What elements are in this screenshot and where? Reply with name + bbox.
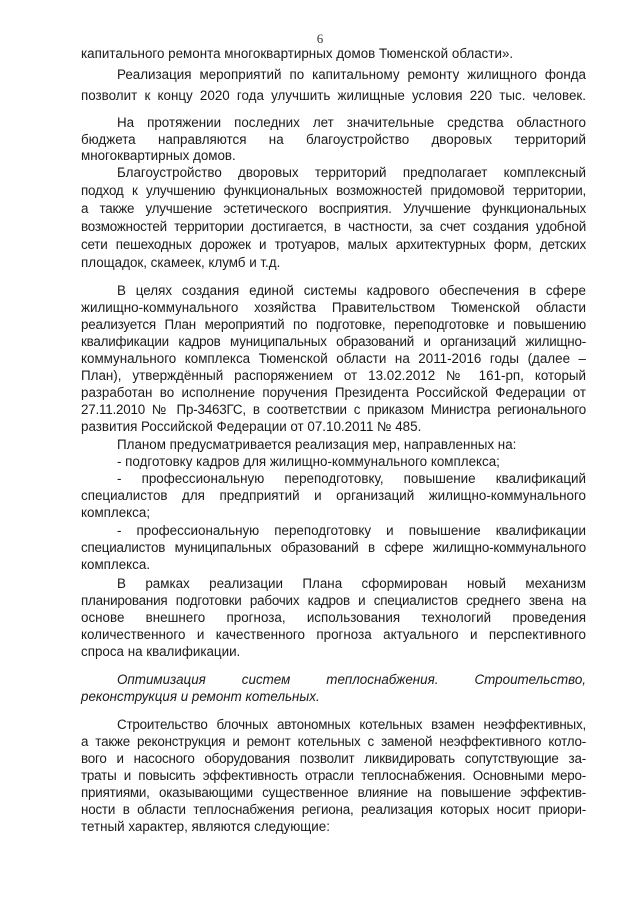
text-line: подход к улучшению функциональных возможностей придомовой территории,	[81, 183, 586, 198]
text-line: комплекса;	[81, 505, 151, 520]
text-line: комплекса.	[81, 557, 151, 572]
text-line: траты и повысить эффективность отрасли теплоснабжения. Основными меро-	[81, 768, 586, 783]
text-line: многоквартирных домов.	[81, 148, 236, 163]
text-line: а также улучшение эстетического восприятия. Улучшение функциональных	[81, 201, 586, 216]
page-number: 6	[316, 31, 324, 46]
text-line: основе внешнего прогноза, использования технологий проведения	[81, 610, 586, 625]
text-line: капитального ремонта многоквартирных домов Тюменской области».	[81, 46, 514, 61]
text-line: Благоустройство дворовых территорий предполагает комплексный	[117, 165, 586, 180]
text-line: 27.11.2010 № Пр-3463ГС, в соответствии с приказом Министра регионального	[81, 402, 586, 417]
text-line: жилищно-коммунального хозяйства Правительством Тюменской области	[81, 300, 586, 315]
text-line: количественного и качественного прогноза актуального и перспективного	[81, 627, 586, 642]
text-line: В рамках реализации Плана сформирован новый механизм	[117, 576, 586, 591]
text-line: планирования подготовки рабочих кадров и специалистов среднего звена на	[81, 593, 586, 608]
text-line: специалистов для предприятий и организаций жилищно-коммунального	[81, 488, 586, 503]
text-line: разработан во исполнение поручения Президента Российской Федерации от	[81, 385, 586, 400]
section-heading: Оптимизация систем теплоснабжения. Строительство,	[117, 672, 586, 687]
text-line: бюджета направляются на благоустройство дворовых территорий	[81, 132, 586, 147]
text-line: ности в области теплоснабжения региона, реализация которых носит приори-	[81, 802, 586, 817]
text-line: а также реконструкция и ремонт котельных с заменой неэффективного котло-	[81, 734, 586, 749]
list-item: - подготовку кадров для жилищно-коммунального комплекса;	[117, 454, 500, 469]
list-item: - профессиональную переподготовку, повышение квалификаций	[117, 471, 586, 486]
text-line: тетный характер, являются следующие:	[81, 819, 330, 834]
text-line: Планом предусматривается реализация мер, направленных на:	[117, 437, 517, 452]
text-line: коммунального комплекса Тюменской области на 2011-2016 годы (далее –	[81, 351, 586, 366]
text-line: В целях создания единой системы кадрового обеспечения в сфере	[117, 283, 586, 298]
text-line: спроса на квалификации.	[81, 644, 241, 659]
text-line: План), утверждённый распоряжением от 13.02.2012 № 161-рп, который	[81, 368, 586, 383]
section-heading: реконструкция и ремонт котельных.	[81, 689, 320, 704]
text-line: сети пешеходных дорожек и тротуаров, малых архитектурных форм, детских	[81, 237, 586, 252]
text-line: возможностей территории достигается, в частности, за счет создания удобной	[81, 219, 586, 234]
text-line: На протяжении последних лет значительные средства областного	[117, 115, 586, 130]
text-line: площадок, скамеек, клумб и т.д.	[81, 255, 281, 270]
text-line: квалификации кадров муниципальных образований и организаций жилищно-	[81, 334, 586, 349]
text-line: развития Российской Федерации от 07.10.2011 № 485.	[81, 419, 422, 434]
text-line: Реализация мероприятий по капитальному ремонту жилищного фонда	[117, 67, 586, 82]
text-line: специалистов муниципальных образований в сфере жилищно-коммунального	[81, 540, 586, 555]
text-line: Строительство блочных автономных котельных взамен неэффективных,	[117, 717, 586, 732]
list-item: - профессиональную переподготовку и повышение квалификации	[117, 523, 586, 538]
text-line: позволит к концу 2020 года улучшить жилищные условия 220 тыс. человек.	[81, 88, 586, 103]
text-line: вого и насосного оборудования позволит ликвидировать сопутствующие за-	[81, 751, 586, 766]
text-line: приятиями, оказывающими существенное влияние на повышение эффектив-	[81, 785, 586, 800]
text-line: реализуется План мероприятий по подготовке, переподготовке и повышению	[81, 317, 586, 332]
